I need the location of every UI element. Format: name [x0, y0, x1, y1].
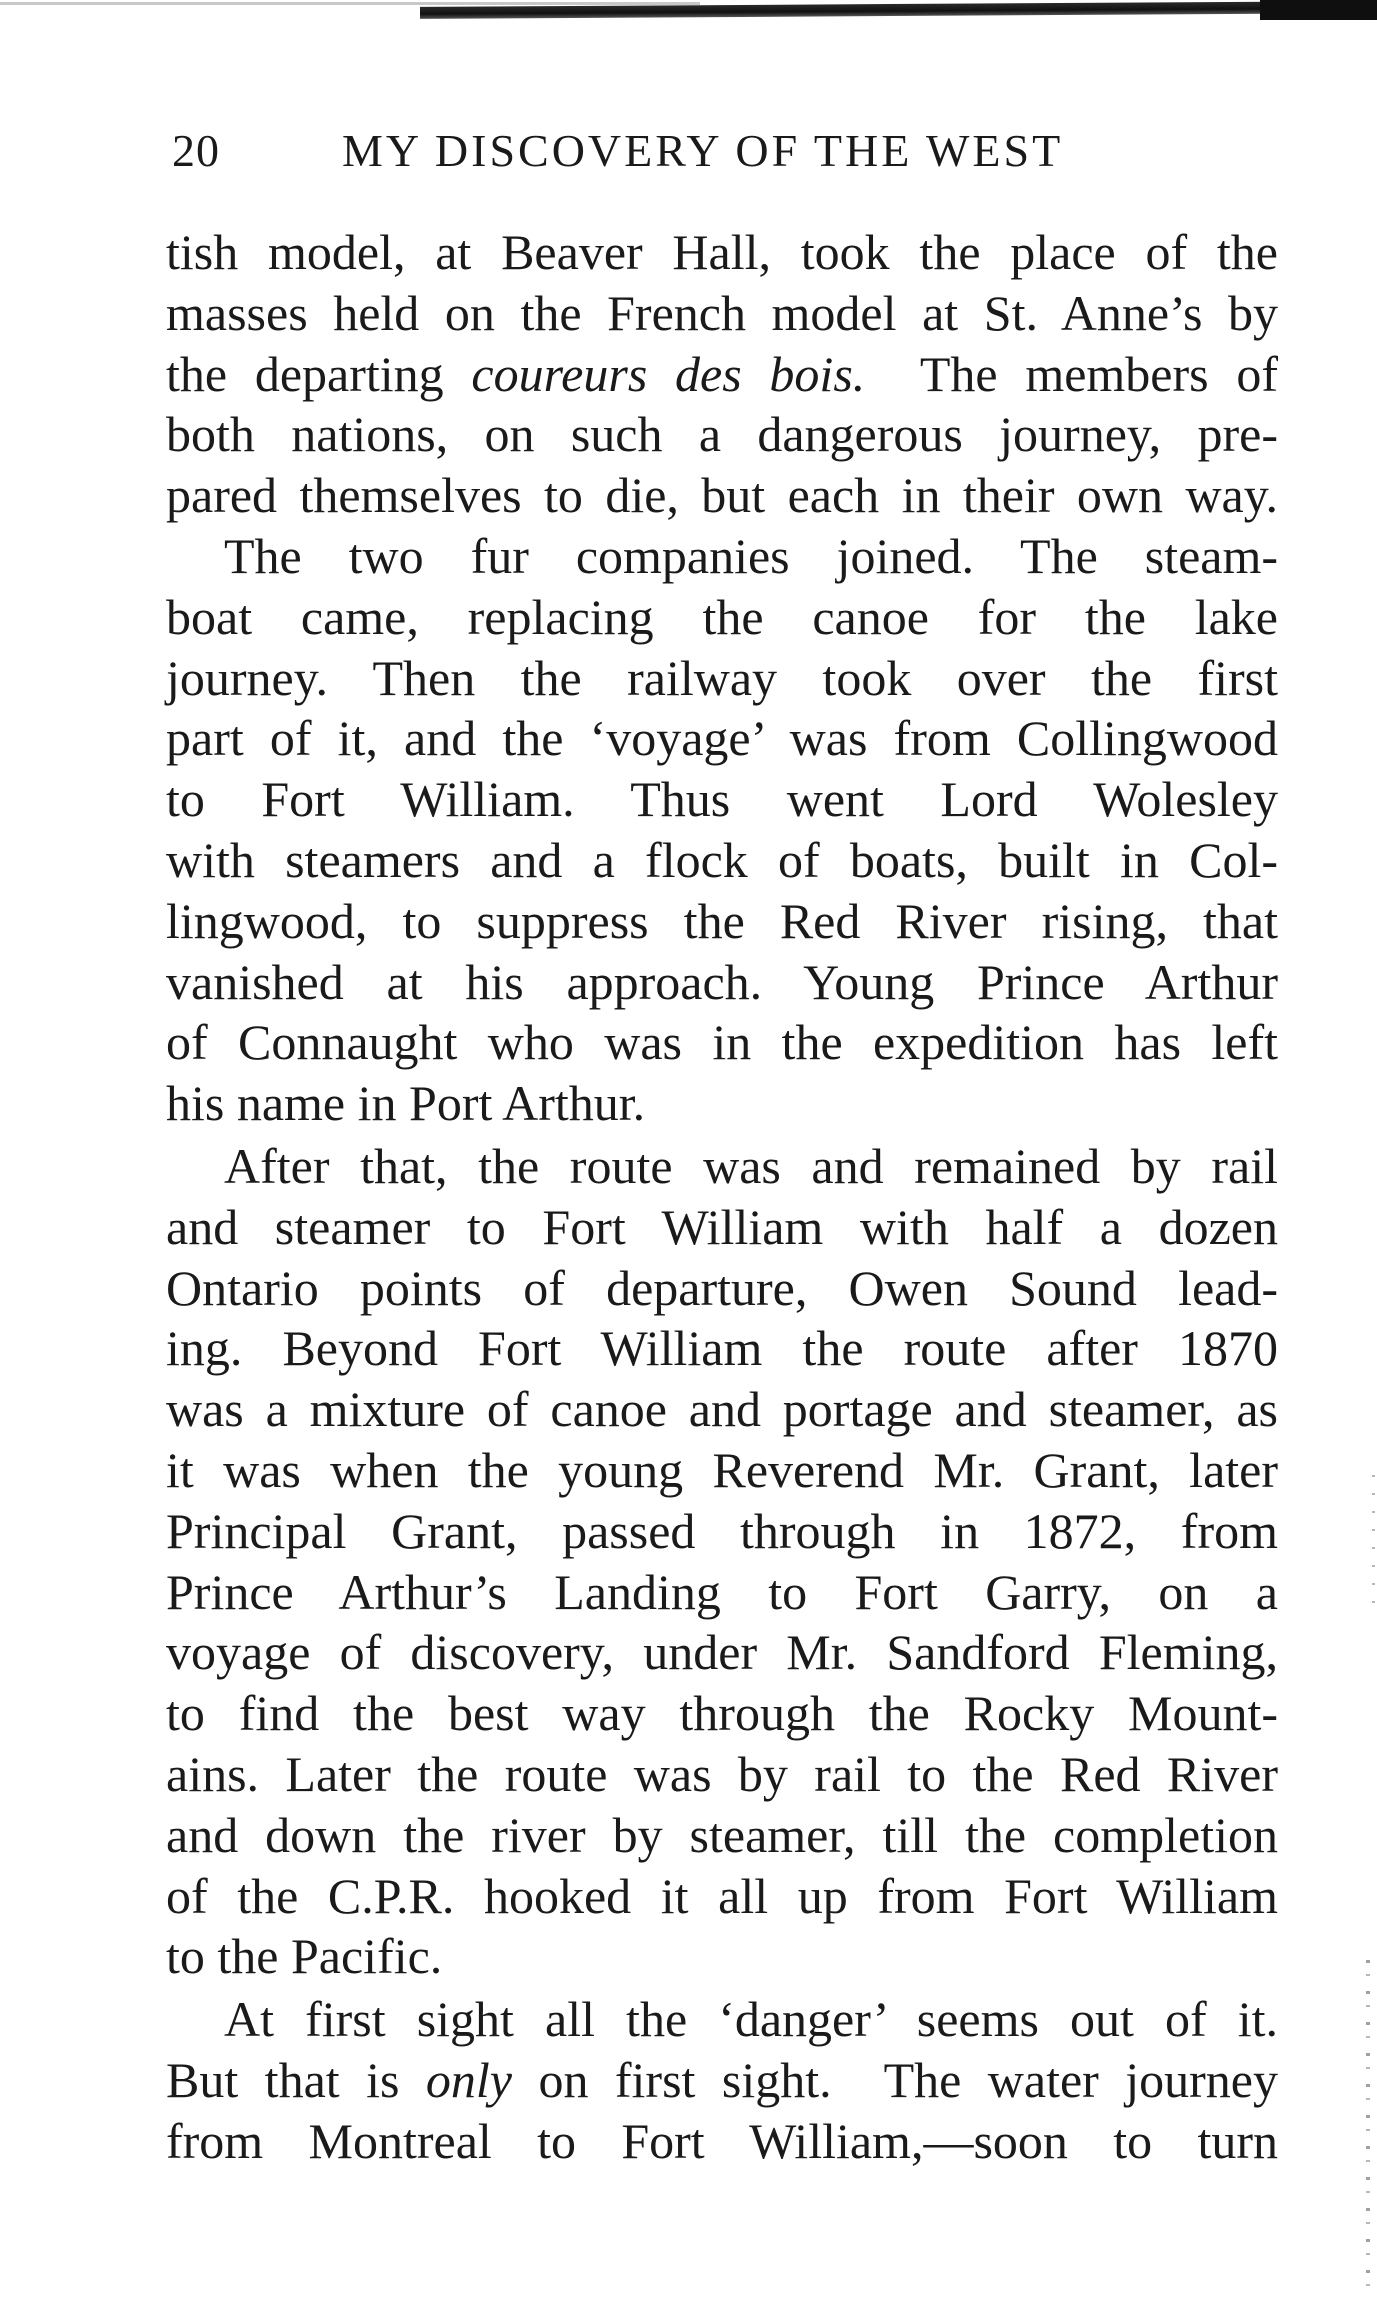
- text-line: At first sight all the ‘danger’ seems out of it.: [224, 1991, 1278, 2048]
- text-line: lingwood, to suppress the Red River rising, that: [166, 892, 1278, 949]
- text-line: both nations, on such a dangerous journey, pre-: [166, 406, 1278, 463]
- text-line: vanished at his approach. Young Prince Arthur: [166, 953, 1278, 1010]
- text-line: ing. Beyond Fort William the route after 1870: [166, 1320, 1278, 1377]
- text-line: to the Pacific.: [166, 1928, 443, 1985]
- text-segment: the departing: [166, 345, 472, 402]
- running-head: [172, 124, 1272, 194]
- page-number: 20: [172, 125, 220, 176]
- text-line: from Montreal to Fort William,—soon to turn: [166, 2112, 1278, 2169]
- body-text: [166, 222, 1278, 2172]
- text-line: his name in Port Arthur.: [166, 1075, 646, 1132]
- text-line: voyage of discovery, under Mr. Sandford Fleming,: [166, 1624, 1278, 1681]
- paragraph-1: [166, 222, 1278, 526]
- text-segment: But that is: [166, 2051, 426, 2108]
- text-line: and steamer to Fort William with half a dozen: [166, 1198, 1278, 1255]
- text-segment: on first sight. The water journey: [512, 2051, 1278, 2108]
- text-line: and down the river by steamer, till the completion: [166, 1806, 1278, 1863]
- text-line: boat came, replacing the canoe for the lake: [166, 588, 1278, 645]
- text-line: Prince Arthur’s Landing to Fort Garry, on a: [166, 1563, 1278, 1620]
- text-line: The two fur companies joined. The steam-: [224, 527, 1278, 584]
- text-line: with steamers and a flock of boats, built in Col-: [166, 831, 1278, 888]
- italic-phrase: coureurs des bois.: [471, 345, 866, 402]
- paragraph-3: [166, 1136, 1278, 1987]
- scan-edge-streak: [0, 2, 700, 5]
- paragraph-2: [166, 526, 1278, 1134]
- text-line: to Fort William. Thus went Lord Wolesley: [166, 771, 1278, 828]
- text-line: journey. Then the railway took over the first: [166, 649, 1278, 706]
- text-line: was a mixture of canoe and portage and steamer, as: [166, 1381, 1278, 1438]
- text-line: Principal Grant, passed through in 1872, from: [166, 1502, 1278, 1559]
- text-line: of Connaught who was in the expedition has left: [166, 1014, 1278, 1071]
- text-line: ains. Later the route was by rail to the Red River: [166, 1745, 1278, 1802]
- text-line: After that, the route was and remained by rail: [224, 1137, 1278, 1194]
- scan-margin-specks: [1366, 1960, 1370, 2290]
- text-line: part of it, and the ‘voyage’ was from Collingwood: [166, 710, 1278, 767]
- italic-word: only: [425, 2051, 512, 2108]
- scan-edge-corner: [1260, 0, 1377, 20]
- scan-top-edge: [0, 0, 1377, 22]
- text-line: it was when the young Reverend Mr. Grant, later: [166, 1441, 1278, 1498]
- paragraph-4: [166, 1989, 1278, 2171]
- text-line: tish model, at Beaver Hall, took the place of the: [166, 224, 1278, 280]
- text-line: pared themselves to die, but each in their own way.: [166, 467, 1278, 524]
- book-title: MY DISCOVERY OF THE WEST: [342, 125, 1064, 176]
- text-line: [166, 344, 1278, 405]
- text-segment: The members of: [865, 345, 1278, 402]
- text-line: to find the best way through the Rocky Mount-: [166, 1685, 1278, 1742]
- text-line: Ontario points of departure, Owen Sound lead-: [166, 1259, 1278, 1316]
- text-line: masses held on the French model at St. Anne’s by: [166, 284, 1278, 341]
- text-line: [166, 2050, 1278, 2111]
- text-line: of the C.P.R. hooked it all up from Fort William: [166, 1867, 1278, 1924]
- scan-margin-specks-upper: [1372, 1475, 1375, 1615]
